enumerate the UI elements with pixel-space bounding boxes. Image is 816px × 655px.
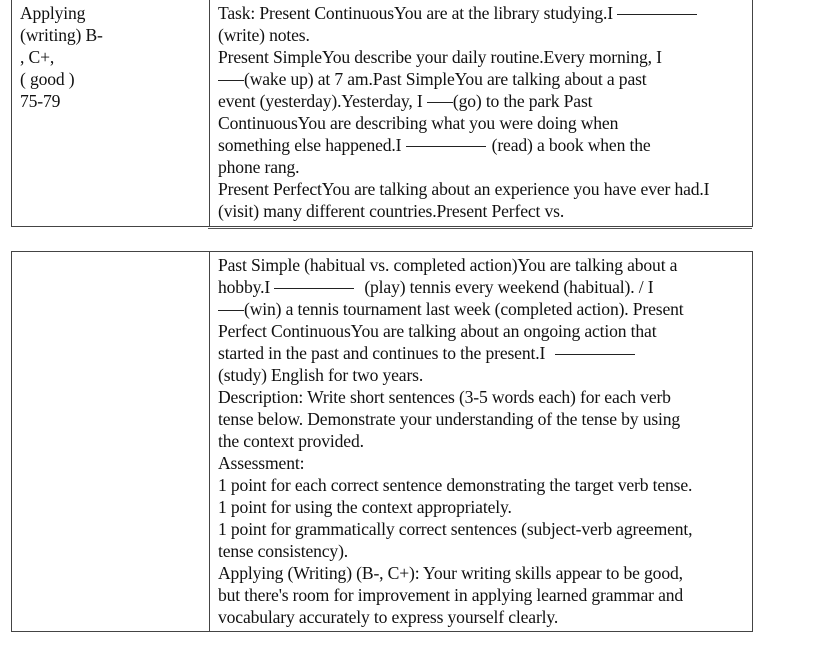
task-line: (study) English for two years. <box>218 365 424 385</box>
fill-in-blank <box>406 145 486 147</box>
task-text: (read) a book when the <box>491 135 651 155</box>
task-text: (win) a tennis tournament last week (completed action). Present <box>244 299 684 319</box>
rubric-table-top <box>11 0 753 227</box>
task-line: phone rang. <box>218 157 300 177</box>
task-line <box>218 276 752 298</box>
column-divider <box>209 0 210 226</box>
task-text: event (yesterday).Yesterday, I <box>218 91 427 111</box>
task-line: Present SimpleYou describe your daily routine.Every morning, I <box>218 47 662 67</box>
task-line <box>218 342 752 364</box>
task-line: Description: Write short sentences (3-5 words each) for each verb <box>218 387 671 407</box>
task-text: (go) to the park Past <box>452 91 593 111</box>
fill-in-blank <box>218 309 244 311</box>
task-text: hobby.I <box>218 277 275 297</box>
task-line: the context provided. <box>218 431 364 451</box>
task-cell <box>218 254 752 628</box>
task-line: 1 point for grammatically correct sentences (subject-verb agreement, <box>218 519 693 539</box>
column-divider <box>209 252 210 631</box>
task-line: (write) notes. <box>218 25 310 45</box>
level-cell <box>20 2 202 112</box>
task-line: vocabulary accurately to express yourself clearly. <box>218 607 559 627</box>
task-cell <box>218 2 752 222</box>
task-text: started in the past and continues to the present.I <box>218 343 550 363</box>
task-line: ContinuousYou are describing what you were doing when <box>218 113 619 133</box>
rubric-table-bottom <box>11 251 753 632</box>
task-line <box>218 134 752 156</box>
fill-in-blank <box>617 13 697 15</box>
task-line <box>218 2 752 24</box>
task-line: Present PerfectYou are talking about an experience you have ever had.I <box>218 179 710 199</box>
task-line: but there's room for improvement in applying learned grammar and <box>218 585 684 605</box>
task-line: Past Simple (habitual vs. completed action)You are talking about a <box>218 255 678 275</box>
task-line <box>218 90 752 112</box>
level-line: Applying <box>20 3 86 23</box>
task-line <box>218 298 752 320</box>
level-line: (writing) B- <box>20 25 103 45</box>
fill-in-blank <box>218 79 244 81</box>
task-line: Assessment: <box>218 453 305 473</box>
task-line: tense below. Demonstrate your understanding of the tense by using <box>218 409 681 429</box>
level-line: 75-79 <box>20 91 61 111</box>
task-text: something else happened.I <box>218 135 406 155</box>
level-line: , C+, <box>20 47 55 67</box>
task-text: (play) tennis every weekend (habitual). / I <box>364 277 654 297</box>
fill-in-blank <box>555 353 635 355</box>
task-text: (wake up) at 7 am.Past SimpleYou are talking about a past <box>244 69 647 89</box>
cell-bottom-rule <box>208 228 752 229</box>
task-text: Task: Present ContinuousYou are at the library studying.I <box>218 3 618 23</box>
level-line: ( good ) <box>20 69 75 89</box>
task-line: Perfect ContinuousYou are talking about an ongoing action that <box>218 321 657 341</box>
task-line: Applying (Writing) (B-, C+): Your writing skills appear to be good, <box>218 563 683 583</box>
task-line: 1 point for each correct sentence demonstrating the target verb tense. <box>218 475 693 495</box>
fill-in-blank <box>274 287 354 289</box>
task-line <box>218 68 752 90</box>
task-line: 1 point for using the context appropriately. <box>218 497 512 517</box>
task-line: tense consistency). <box>218 541 349 561</box>
fill-in-blank <box>427 101 453 103</box>
task-line: (visit) many different countries.Present Perfect vs. <box>218 201 565 221</box>
